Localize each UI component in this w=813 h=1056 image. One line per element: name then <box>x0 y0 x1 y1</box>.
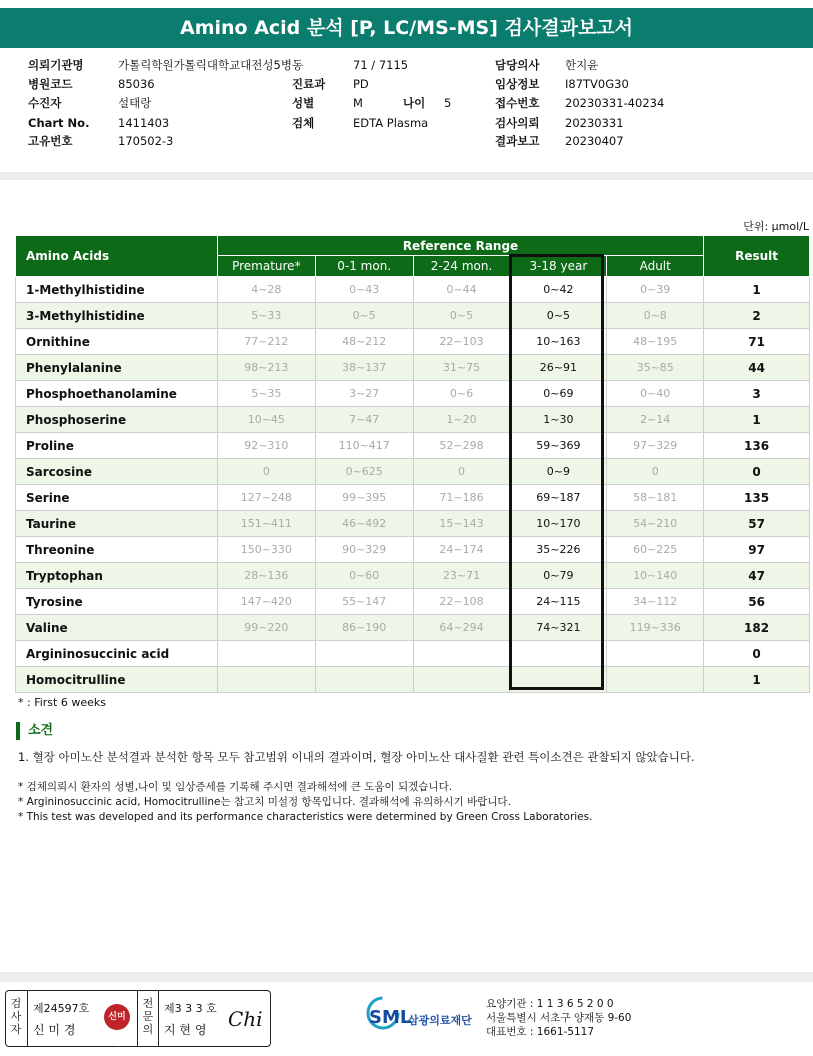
table-row <box>16 537 810 563</box>
patient-label: 수진자 <box>28 96 62 110</box>
subcol-2: 2-24 mon. <box>413 256 510 277</box>
specialist-name: 지 현 영 <box>164 1023 207 1037</box>
result-cell: 135 <box>704 485 810 511</box>
reference-cell <box>217 667 315 693</box>
amino-acid-table <box>15 235 810 693</box>
reference-cell <box>607 667 704 693</box>
subcol-1: 0-1 mon. <box>315 256 413 277</box>
reference-cell: 0~5 <box>510 303 607 329</box>
reference-cell: 26~91 <box>510 355 607 381</box>
sml-logo-text: SML <box>369 1007 412 1028</box>
result-cell: 2 <box>704 303 810 329</box>
reference-cell: 46~492 <box>315 511 413 537</box>
amino-acid-name: Phenylalanine <box>16 355 218 381</box>
patient-value: 설태랑 <box>118 96 152 110</box>
reference-cell: 119~336 <box>607 615 704 641</box>
doctor-label: 담당의사 <box>495 58 540 72</box>
reference-cell: 0~9 <box>510 459 607 485</box>
amino-acid-name: Homocitrulline <box>16 667 218 693</box>
amino-acid-name: Phosphoethanolamine <box>16 381 218 407</box>
result-cell: 47 <box>704 563 810 589</box>
reference-cell: 34~112 <box>607 589 704 615</box>
inspector-vertical: 검사자 <box>10 997 22 1036</box>
result-cell: 0 <box>704 459 810 485</box>
reference-cell: 55~147 <box>315 589 413 615</box>
room-value: 71 / 7115 <box>353 58 409 72</box>
reference-cell <box>510 667 607 693</box>
col-reference-range: Reference Range <box>217 236 703 256</box>
uid-label: 고유번호 <box>28 134 73 148</box>
org-line-3: 대표번호 : 1661-5117 <box>486 1026 595 1038</box>
reference-cell: 0~60 <box>315 563 413 589</box>
amino-acid-name: Sarcosine <box>16 459 218 485</box>
hospital-label: 의뢰기관명 <box>28 58 84 72</box>
table-row <box>16 329 810 355</box>
reference-cell: 35~85 <box>607 355 704 381</box>
uid-value: 170502-3 <box>118 134 174 148</box>
code-label: 병원코드 <box>28 77 73 91</box>
reference-cell: 31~75 <box>413 355 510 381</box>
note-1: * 검체의뢰시 환자의 성별,나이 및 임상증세를 기록해 주시면 결과해석에 큰 도움이 되겠습니다. <box>18 781 453 793</box>
reference-cell: 0~43 <box>315 277 413 303</box>
amino-acid-name: Phosphoserine <box>16 407 218 433</box>
chart-label: Chart No. <box>28 116 90 130</box>
result-cell: 97 <box>704 537 810 563</box>
reference-cell <box>315 667 413 693</box>
report-value: 20230407 <box>565 134 624 148</box>
reference-cell: 0~39 <box>607 277 704 303</box>
note-3: * This test was developed and its performance characteristics were determined by Green Cross Laboratories. <box>18 811 593 823</box>
reference-cell: 110~417 <box>315 433 413 459</box>
footnote: * : First 6 weeks <box>18 696 106 709</box>
age-label: 나이 <box>403 96 426 110</box>
reference-cell: 0~44 <box>413 277 510 303</box>
table-row <box>16 615 810 641</box>
subcol-3: 3-18 year <box>510 256 607 277</box>
result-cell: 44 <box>704 355 810 381</box>
reference-cell: 24~174 <box>413 537 510 563</box>
result-cell: 71 <box>704 329 810 355</box>
doctor-value: 한지윤 <box>565 58 599 72</box>
reference-cell: 22~108 <box>413 589 510 615</box>
result-cell: 1 <box>704 277 810 303</box>
reference-cell: 10~163 <box>510 329 607 355</box>
col-amino-acids: Amino Acids <box>16 236 218 277</box>
reference-cell: 0~8 <box>607 303 704 329</box>
table-row <box>16 667 810 693</box>
result-cell: 0 <box>704 641 810 667</box>
amino-acid-name: Ornithine <box>16 329 218 355</box>
reference-cell: 0 <box>607 459 704 485</box>
table-row <box>16 589 810 615</box>
reference-cell: 24~115 <box>510 589 607 615</box>
result-cell: 56 <box>704 589 810 615</box>
result-cell: 136 <box>704 433 810 459</box>
signature-box <box>5 990 271 1047</box>
reference-cell: 7~47 <box>315 407 413 433</box>
reference-cell: 54~210 <box>607 511 704 537</box>
amino-acid-name: 1-Methylhistidine <box>16 277 218 303</box>
reference-cell: 22~103 <box>413 329 510 355</box>
amino-acid-name: Tryptophan <box>16 563 218 589</box>
reference-cell: 5~33 <box>217 303 315 329</box>
note-2: * Argininosuccinic acid, Homocitrulline는 참고치 미설정 항목입니다. 결과해석에 유의하시기 바랍니다. <box>18 796 511 808</box>
reference-cell: 0~5 <box>315 303 413 329</box>
table-row <box>16 433 810 459</box>
report-title: Amino Acid 분석 [P, LC/MS-MS] 검사결과보고서 <box>0 8 813 48</box>
col-result: Result <box>704 236 810 277</box>
table-row <box>16 381 810 407</box>
reference-cell: 74~321 <box>510 615 607 641</box>
reference-cell: 48~212 <box>315 329 413 355</box>
hospital-value: 가톨릭학원가톨릭대학교대전성5병동 <box>118 58 304 72</box>
reference-cell: 71~186 <box>413 485 510 511</box>
reference-cell: 23~71 <box>413 563 510 589</box>
org-info <box>486 997 631 1039</box>
reference-cell: 28~136 <box>217 563 315 589</box>
reference-cell: 10~170 <box>510 511 607 537</box>
reference-cell: 1~20 <box>413 407 510 433</box>
table-row <box>16 303 810 329</box>
receipt-value: 20230331-40234 <box>565 96 665 110</box>
inspector-name: 신 미 경 <box>33 1023 76 1037</box>
reference-cell: 0 <box>217 459 315 485</box>
amino-acid-name: Threonine <box>16 537 218 563</box>
request-value: 20230331 <box>565 116 624 130</box>
signature-icon: Chi <box>228 1007 263 1031</box>
reference-cell: 0~79 <box>510 563 607 589</box>
table-body <box>16 277 810 693</box>
reference-cell: 86~190 <box>315 615 413 641</box>
reference-cell: 92~310 <box>217 433 315 459</box>
table-row <box>16 407 810 433</box>
specialist-vertical: 전문의 <box>142 997 154 1036</box>
reference-cell: 38~137 <box>315 355 413 381</box>
reference-cell: 0~40 <box>607 381 704 407</box>
result-cell: 3 <box>704 381 810 407</box>
amino-acid-name: Argininosuccinic acid <box>16 641 218 667</box>
chart-value: 1411403 <box>118 116 170 130</box>
amino-acid-name: Proline <box>16 433 218 459</box>
reference-cell: 97~329 <box>607 433 704 459</box>
bottom-bar <box>0 972 813 982</box>
org-line-2: 서울특별시 서초구 양재동 9-60 <box>486 1012 632 1024</box>
reference-cell <box>413 641 510 667</box>
opinion-text: 1. 혈장 아미노산 분석결과 분석한 항목 모두 참고범위 이내의 결과이며, 혈장 아미노산 대사질환 관련 특이소견은 관찰되지 않았습니다. <box>18 750 695 764</box>
reference-cell: 58~181 <box>607 485 704 511</box>
table-row <box>16 563 810 589</box>
table-row <box>16 277 810 303</box>
reference-cell: 10~45 <box>217 407 315 433</box>
sex-value: M <box>353 96 363 110</box>
reference-cell: 0~42 <box>510 277 607 303</box>
amino-acid-name: Valine <box>16 615 218 641</box>
unit-label: 단위: μmol/L <box>743 220 809 233</box>
table-row <box>16 485 810 511</box>
reference-cell: 69~187 <box>510 485 607 511</box>
reference-cell: 77~212 <box>217 329 315 355</box>
clinical-value: I87TV0G30 <box>565 77 629 91</box>
amino-acid-name: 3-Methylhistidine <box>16 303 218 329</box>
reference-cell: 2~14 <box>607 407 704 433</box>
reference-cell: 90~329 <box>315 537 413 563</box>
reference-cell: 0~5 <box>413 303 510 329</box>
result-cell: 1 <box>704 667 810 693</box>
table-row <box>16 459 810 485</box>
amino-acid-name: Tyrosine <box>16 589 218 615</box>
notes <box>18 780 592 825</box>
reference-cell: 150~330 <box>217 537 315 563</box>
opinion-title: 소견 <box>16 722 53 740</box>
reference-cell: 10~140 <box>607 563 704 589</box>
inspector-number: 제24597호 <box>33 1002 90 1015</box>
separator <box>0 172 813 180</box>
receipt-label: 접수번호 <box>495 96 540 110</box>
request-label: 검사의뢰 <box>495 116 540 130</box>
reference-cell: 60~225 <box>607 537 704 563</box>
reference-cell: 0~69 <box>510 381 607 407</box>
age-value: 5 <box>444 96 452 110</box>
reference-cell: 127~248 <box>217 485 315 511</box>
reference-cell <box>315 641 413 667</box>
reference-cell: 35~226 <box>510 537 607 563</box>
result-cell: 1 <box>704 407 810 433</box>
reference-cell: 151~411 <box>217 511 315 537</box>
table-row <box>16 355 810 381</box>
reference-cell: 59~369 <box>510 433 607 459</box>
reference-cell: 99~395 <box>315 485 413 511</box>
reference-cell <box>510 641 607 667</box>
sex-label: 성별 <box>292 96 315 110</box>
table-row <box>16 511 810 537</box>
stamp-icon: 신미경 <box>104 1004 130 1030</box>
reference-cell: 3~27 <box>315 381 413 407</box>
org-name: 삼광의료재단 <box>408 1014 472 1027</box>
reference-cell: 0~625 <box>315 459 413 485</box>
subcol-0: Premature* <box>217 256 315 277</box>
reference-cell: 48~195 <box>607 329 704 355</box>
dept-label: 진료과 <box>292 77 326 91</box>
reference-cell <box>217 641 315 667</box>
specialist-number: 제3 3 3 호 <box>164 1002 217 1015</box>
amino-acid-name: Serine <box>16 485 218 511</box>
specimen-label: 검체 <box>292 116 315 130</box>
org-line-1: 요양기관 : 1 1 3 6 5 2 0 0 <box>486 998 614 1010</box>
result-cell: 182 <box>704 615 810 641</box>
reference-cell: 98~213 <box>217 355 315 381</box>
reference-cell: 147~420 <box>217 589 315 615</box>
subcol-4: Adult <box>607 256 704 277</box>
amino-acid-name: Taurine <box>16 511 218 537</box>
report-label: 결과보고 <box>495 134 540 148</box>
reference-cell <box>413 667 510 693</box>
result-cell: 57 <box>704 511 810 537</box>
table-row <box>16 641 810 667</box>
dept-value: PD <box>353 77 369 91</box>
reference-cell: 0~6 <box>413 381 510 407</box>
reference-cell: 5~35 <box>217 381 315 407</box>
reference-cell: 99~220 <box>217 615 315 641</box>
reference-cell <box>607 641 704 667</box>
reference-cell: 64~294 <box>413 615 510 641</box>
code-value: 85036 <box>118 77 155 91</box>
reference-cell: 1~30 <box>510 407 607 433</box>
reference-cell: 15~143 <box>413 511 510 537</box>
reference-cell: 4~28 <box>217 277 315 303</box>
clinical-label: 임상정보 <box>495 77 540 91</box>
reference-cell: 52~298 <box>413 433 510 459</box>
reference-cell: 0 <box>413 459 510 485</box>
specimen-value: EDTA Plasma <box>353 116 429 130</box>
